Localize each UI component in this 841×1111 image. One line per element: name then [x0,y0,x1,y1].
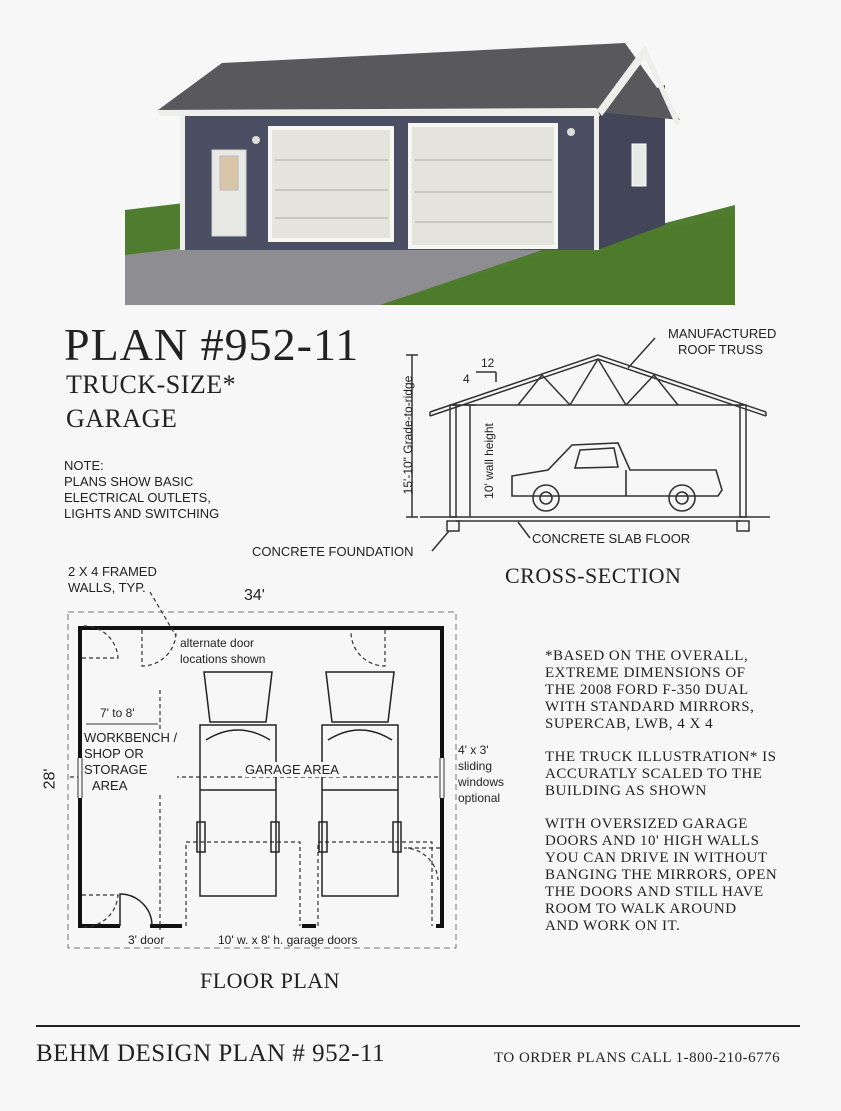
walk-door-label: 3' door [128,933,165,947]
plan-subtitle-2: GARAGE [66,404,178,433]
alternate-door-line: locations shown [180,652,266,666]
windows-line: 4' x 3' [458,743,489,757]
description-line: AND WORK ON IT. [545,918,681,934]
garage-doors-label: 10' w. x 8' h. garage doors [218,933,358,947]
windows-note [458,742,504,806]
description-line: THE 2008 FORD F-350 DUAL [545,682,749,698]
roof-truss-label-line: MANUFACTURED [668,326,777,341]
description-line: DOORS AND 10' HIGH WALLS [545,833,760,849]
footer-design-plan: BEHM DESIGN PLAN # 952-11 [36,1040,386,1067]
alternate-door-line: alternate door [180,636,255,650]
plan-title: PLAN #952-11 [64,319,360,370]
workbench-line: WORKBENCH / [84,730,178,745]
depth-dimension: 28' [41,768,59,790]
slab-label: CONCRETE SLAB FLOOR [532,531,691,546]
note-line: ELECTRICAL OUTLETS, [64,490,211,505]
description-line: EXTREME DIMENSIONS OF [545,665,746,681]
windows-line: sliding [458,759,493,773]
description-line: SUPERCAB, LWB, 4 X 4 [545,716,714,732]
description-para-3 [545,816,815,935]
description-line: ROOM TO WALK AROUND [545,901,737,917]
note-line: PLANS SHOW BASIC [64,474,194,489]
windows-line: windows [458,775,505,789]
framed-walls-line: WALLS, TYP. [68,580,146,595]
workbench-line: SHOP OR [84,746,144,761]
plan-subtitle-1: TRUCK-SIZE* [66,370,237,399]
truck-top-view-left [197,672,279,896]
footer-order: TO ORDER PLANS CALL 1-800-210-6776 [494,1050,781,1066]
pitch-run: 4 [463,372,470,386]
description-para-1 [545,648,815,733]
note-line: LIGHTS AND SWITCHING [64,506,220,521]
description-line: ACCURATLY SCALED TO THE [545,766,763,782]
footer-rule [36,1025,800,1027]
description-line: WITH STANDARD MIRRORS, [545,699,755,715]
description-line: WITH OVERSIZED GARAGE [545,816,748,832]
description-line: YOU CAN DRIVE IN WITHOUT [545,850,768,866]
description-line: THE DOORS AND STILL HAVE [545,884,764,900]
wall-height-label: 10' wall height [482,423,496,499]
description-line: *BASED ON THE OVERALL, [545,648,749,664]
framed-walls-note [68,564,157,596]
workbench-note [84,730,177,794]
workbench-line: STORAGE [84,762,148,777]
description-line: THE TRUCK ILLUSTRATION* IS [545,749,777,765]
note-line: NOTE: [64,458,104,473]
description [545,648,815,935]
roof-truss-label-line: ROOF TRUSS [678,342,763,357]
garage-area-label: GARAGE AREA [245,762,339,777]
width-dimension: 34' [244,587,265,604]
framed-walls-line: 2 X 4 FRAMED [68,564,157,579]
pitch-rise: 12 [481,356,495,370]
description-line: BANGING THE MIRRORS, OPEN [545,867,778,883]
windows-line: optional [458,791,501,805]
grade-to-ridge-label: 15'-10" Grade-to-ridge [401,375,415,495]
description-line: BUILDING AS SHOWN [545,783,707,799]
workbench-line: AREA [92,778,128,793]
floor-plan-title: FLOOR PLAN [200,968,341,993]
foundation-label: CONCRETE FOUNDATION [252,544,414,559]
truck-top-view-right [319,672,401,896]
workbench-dimension: 7' to 8' [100,706,135,720]
cross-section-title: CROSS-SECTION [505,563,682,588]
alternate-door-note [180,635,265,667]
description-para-2 [545,749,815,800]
